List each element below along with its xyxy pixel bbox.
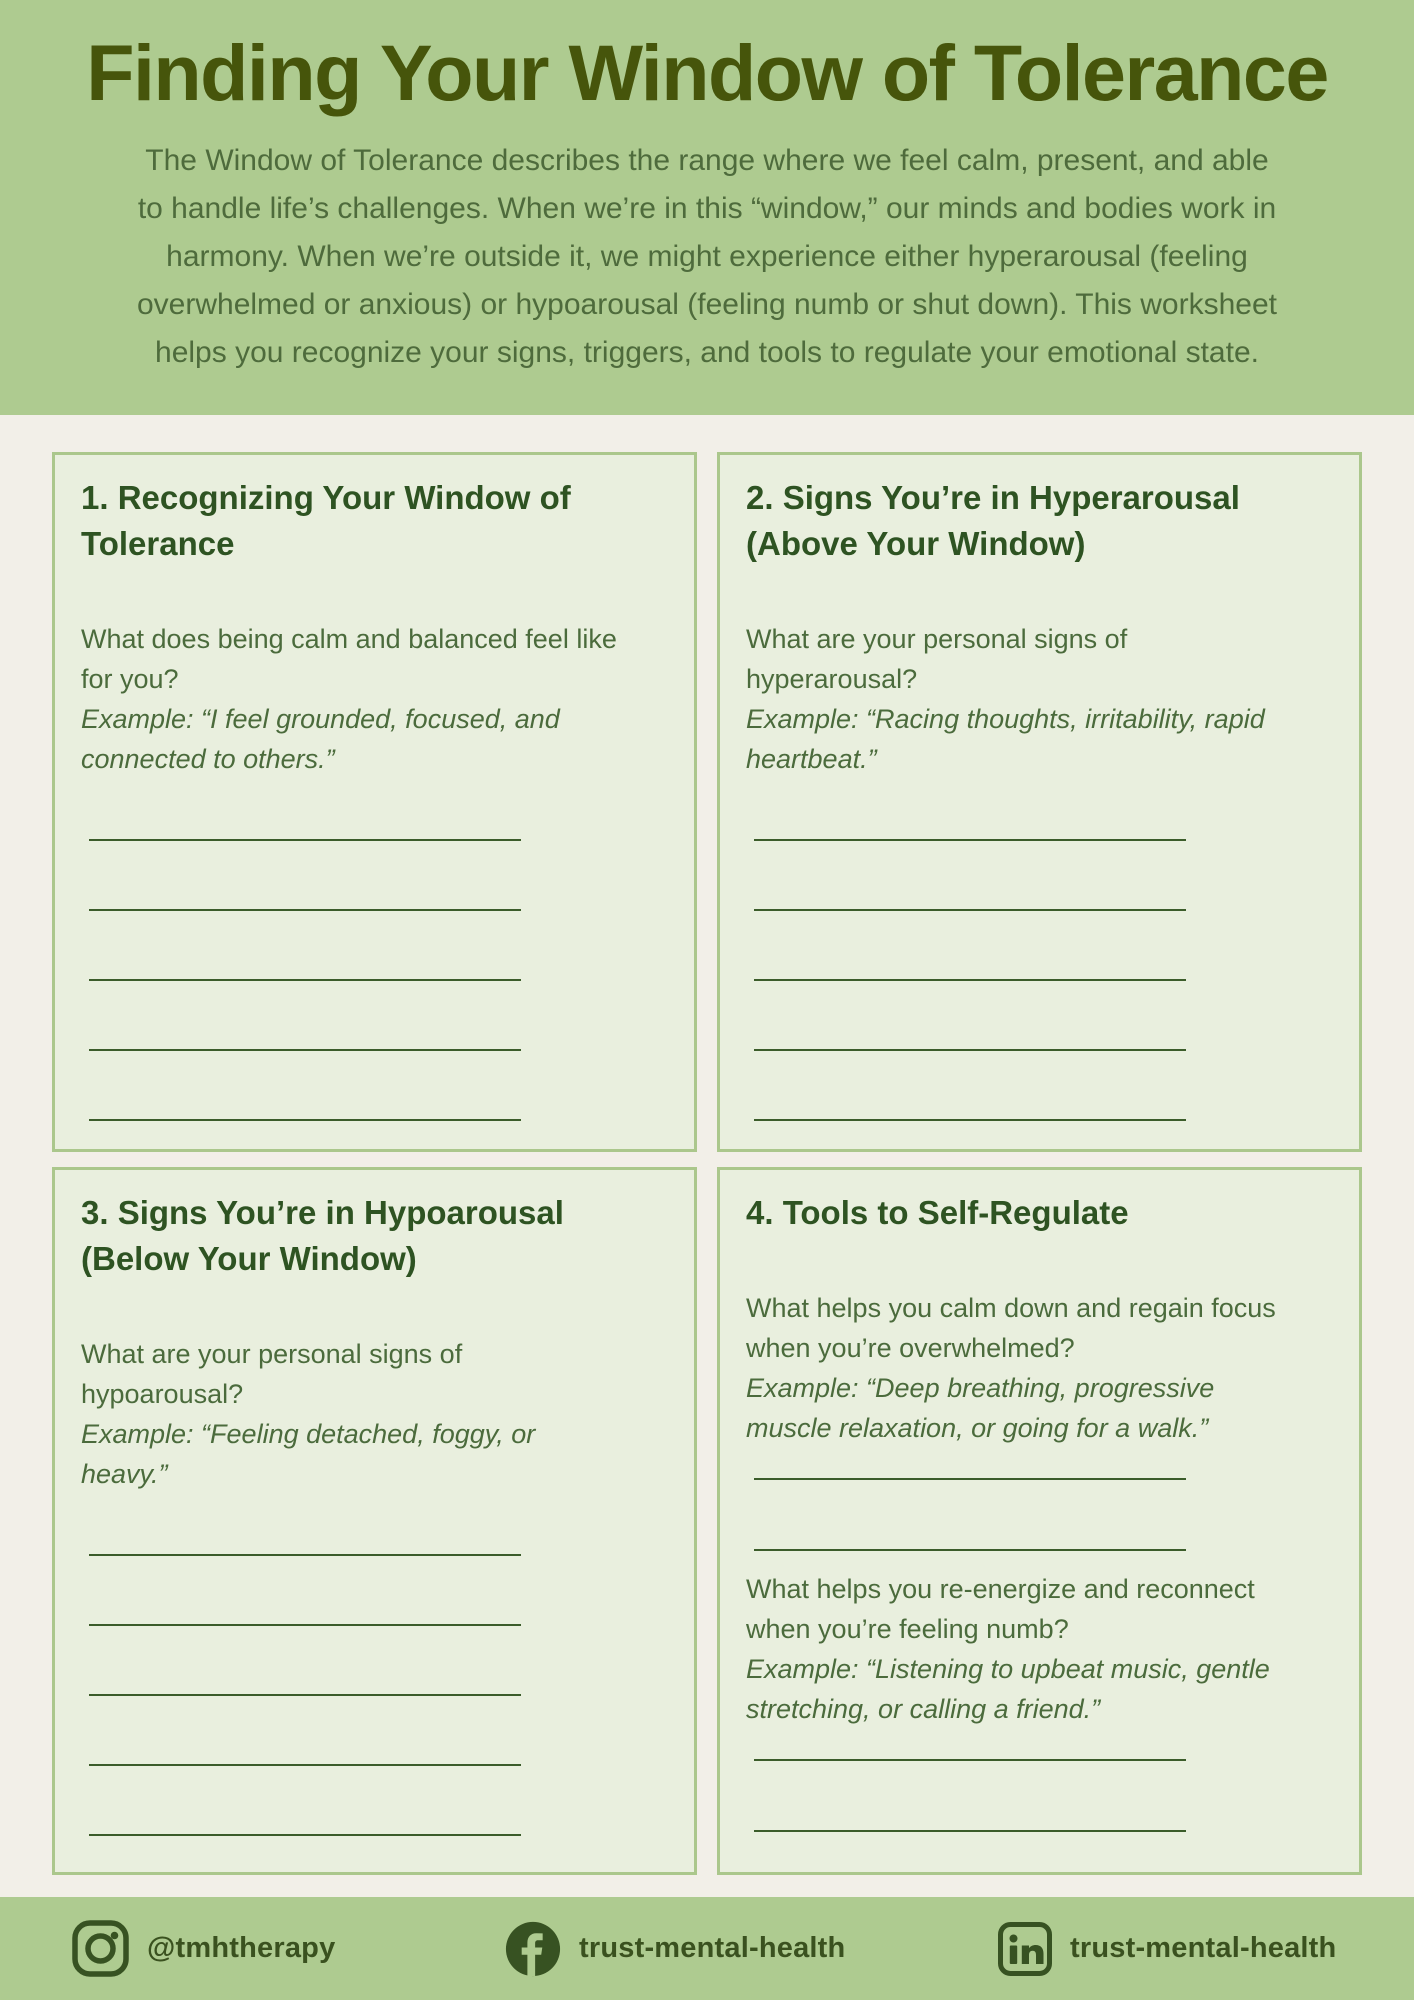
box-hyperarousal-signs [717,452,1362,1152]
writing-line [754,1480,1186,1551]
example-text: Example: “Listening to upbeat music, gentle stretching, or calling a friend.” [746,1654,1270,1724]
intro-line: helps you recognize your signs, triggers, and tools to regulate your emotional state. [155,335,1259,369]
answer-lines [81,779,668,1121]
box-heading [746,1190,1333,1236]
writing-line [89,841,521,911]
writing-line [754,1051,1186,1121]
question-section [81,1334,668,1836]
box-heading-line: (Below Your Window) [81,1240,417,1277]
writing-line [89,1051,521,1121]
answer-lines [746,1729,1333,1832]
question-text: What are your personal signs of hypoarousal? [81,1339,463,1409]
box-recognizing-window [52,452,697,1152]
box-heading [81,475,668,567]
example-text: Example: “Feeling detached, foggy, or heavy.” [81,1419,536,1489]
example-text: Example: “Deep breathing, progressive muscle relaxation, or going for a walk.” [746,1373,1215,1443]
writing-line [89,1494,521,1556]
writing-line [754,1761,1186,1832]
question-section [746,1288,1333,1551]
linkedin-handle: trust-mental-health [1070,1932,1337,1964]
writing-line [89,779,521,841]
intro-line: The Window of Tolerance describes the range where we feel calm, present, and able [145,143,1269,177]
question-section [746,619,1333,1121]
question-text: What helps you calm down and regain focus when you’re overwhelmed? [746,1293,1276,1363]
answer-lines [81,1494,668,1836]
instagram-icon [71,1919,130,1978]
writing-line [89,1696,521,1766]
instagram-handle: @tmhtherapy [147,1932,336,1964]
footer [0,1897,1414,2000]
box-heading-line: 4. Tools to Self-Regulate [746,1194,1129,1231]
box-heading-line: 1. Recognizing Your Window of [81,479,571,516]
example-text: Example: “Racing thoughts, irritability, rapid heartbeat.” [746,704,1265,774]
box-hypoarousal-signs [52,1167,697,1875]
box-self-regulate-tools [717,1167,1362,1875]
box-heading [746,475,1333,567]
writing-line [754,911,1186,981]
intro-line: harmony. When we’re outside it, we might experience either hyperarousal (feeling [166,239,1248,273]
question-text: What helps you re-energize and reconnect when you’re feeling numb? [746,1574,1255,1644]
writing-line [754,981,1186,1051]
question-text: What are your personal signs of hyperarousal? [746,624,1128,694]
answer-lines [746,779,1333,1121]
facebook-handle: trust-mental-health [579,1932,846,1964]
intro-line: overwhelmed or anxious) or hypoarousal (feeling numb or shut down). This worksheet [136,287,1277,321]
writing-line [89,1766,521,1836]
box-heading-line: Tolerance [81,525,235,562]
example-text: Example: “I feel grounded, focused, and connected to others.” [81,704,560,774]
answer-lines [746,1448,1333,1551]
header [0,0,1414,415]
worksheet-grid [52,452,1362,1875]
box-heading-line: 2. Signs You’re in Hyperarousal [746,479,1240,516]
writing-line [754,841,1186,911]
question-section [746,1569,1333,1832]
writing-line [754,1729,1186,1761]
writing-line [89,981,521,1051]
writing-line [89,911,521,981]
question-text: What does being calm and balanced feel like for you? [81,624,617,694]
question-section [81,619,668,1121]
writing-line [89,1626,521,1696]
instagram-link[interactable] [71,1897,335,2000]
linkedin-icon [997,1921,1053,1977]
box-heading [81,1190,668,1282]
writing-line [754,779,1186,841]
facebook-icon [504,1920,562,1978]
facebook-link[interactable] [504,1897,845,2000]
linkedin-link[interactable] [997,1897,1336,2000]
box-heading-line: (Above Your Window) [746,525,1086,562]
intro-paragraph [0,137,1414,377]
writing-line [89,1556,521,1626]
intro-line: to handle life’s challenges. When we’re in this “window,” our minds and bodies work in [137,191,1277,225]
page-title: Finding Your Window of Tolerance [86,28,1328,117]
box-heading-line: 3. Signs You’re in Hypoarousal [81,1194,564,1231]
writing-line [754,1448,1186,1480]
